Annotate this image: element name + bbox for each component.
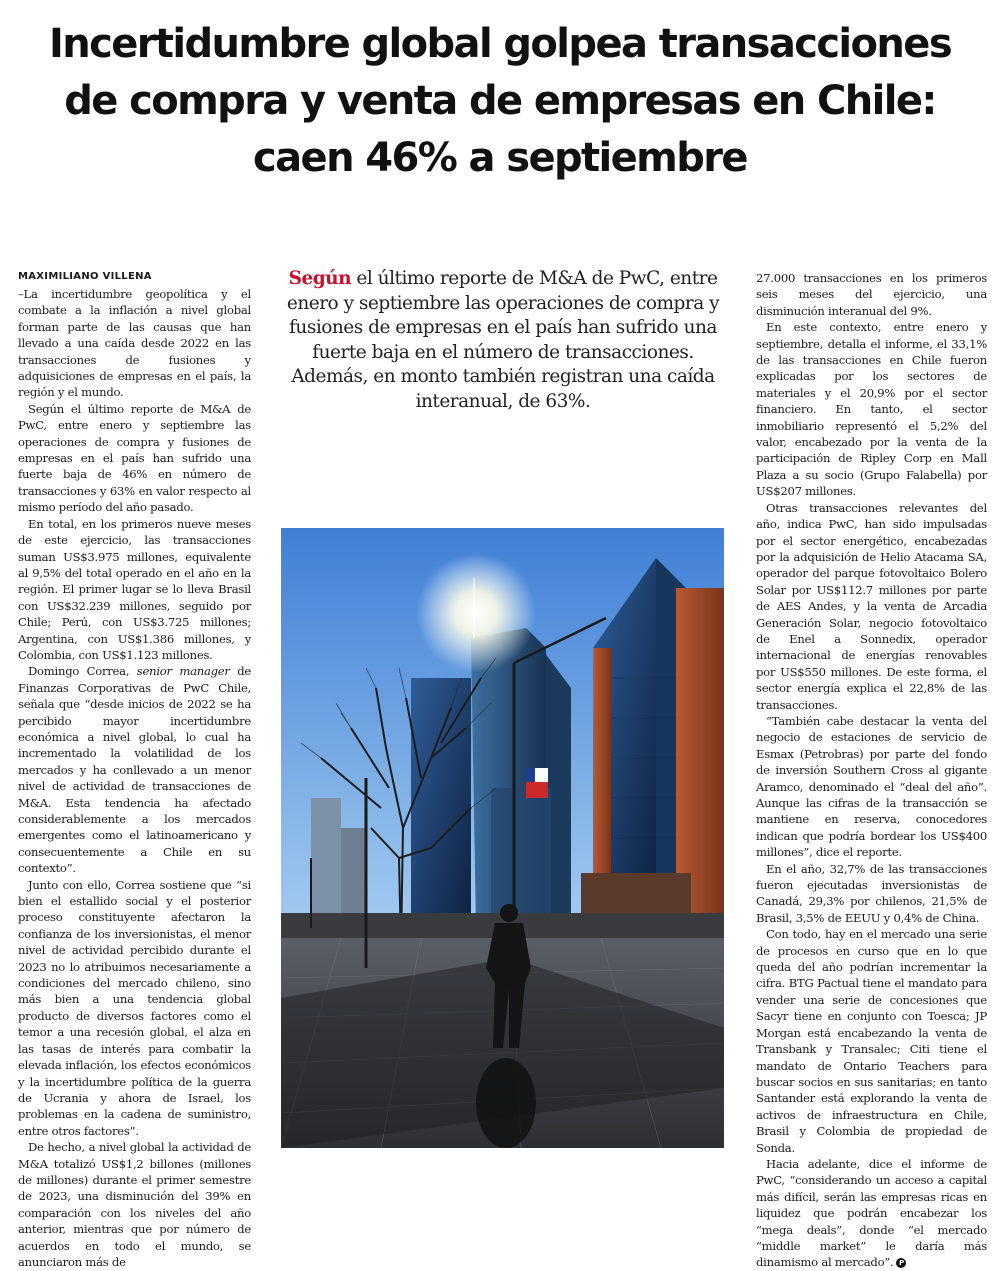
lead-paragraph (278, 267, 728, 414)
headline-line-2: de compra y venta de empresas en Chile: (64, 78, 936, 124)
paragraph (756, 1156, 987, 1271)
role-title: senior manager (136, 664, 230, 679)
headline-line-1: Incertidumbre global golpea transacciones (48, 21, 952, 67)
headline (20, 16, 980, 187)
paragraph (18, 663, 251, 876)
lead-text: el último reporte de M&A de PwC, entre enero y septiembre las operaciones de compra y fusiones de empresas en el país han sufrido una fuerte baja en el número de transacciones. Además, en monto también registran una caída interanual, de 63%. (286, 268, 720, 412)
paragraph: De hecho, a nivel global la actividad de M&A totalizó US$1,2 billones (millones de millones) durante el primer semestre de 2023, una disminución del 39% en comparación con los niveles del año anterior, mientras que por número de acuerdos en todo el mundo, se anunciaron más de (18, 1140, 251, 1269)
paragraph: 27.000 transacciones en los primeros seis meses del ejercicio, una disminución interanual del 9%. (756, 271, 987, 318)
paragraph-text: Hacia adelante, dice el informe de PwC, “considerando un acceso a capital más difícil, serán las empresas ricas en liquidez que podrán encabezar los “mega deals”, donde “el mercado “middle market” le daría más dinamismo al mercado”. (756, 1156, 987, 1270)
paragraph: “También cabe destacar la venta del negocio de estaciones de servicio de Esmax (Petrobras) por parte del fondo de inversión Southern Cross al gigante Aramco, denominado el “deal del año”. Aunque las cifras de la transacción se mantiene en reserva, conocedores indican que podría bordear los US$400 millones”, dice el reporte. (756, 713, 987, 860)
paragraph: Con todo, hay en el mercado una serie de procesos en curso que en lo que queda del año podrían incrementar la cifra. BTG Pactual tiene el mandato para vender una serie de concesiones que Sacyr tiene en conjunto con Toesca; JP Morgan está encabezando la venta de Transbank y Transalec; Citi tiene el mandato de Ontario Teachers para buscar socios en sus sanitarias; en tanto Santander está explorando la venta de activos de infraestructura en Chile, Brasil y Colombia de propiedad de Sonda. (756, 927, 987, 1155)
article-column-left (18, 270, 251, 1270)
paragraph: En este contexto, entre enero y septiembre, detalla el informe, el 33,1% de las transacciones en Chile fueron explicadas por los sectores de materiales y el 20,9% por el sector financiero. En tanto, el sector inmobiliario representó el 5,2% del valor, encabezado por la venta de la participación de Ripley Corp en Mall Plaza a su socio (Grupo Falabella) por US$207 millones. (756, 320, 987, 499)
end-mark-icon: P (896, 1258, 906, 1268)
article-photo (281, 528, 724, 1148)
paragraph: Según el último reporte de M&A de PwC, entre enero y septiembre las operaciones de compra y fusiones de empresas en el país han sufrido una fuerte baja de 46% en número de transacciones y 63% en valor respecto al mismo período del año pasado. (18, 401, 251, 515)
paragraph: –La incertidumbre geopolítica y el combate a la inflación a nivel global forman parte de las causas que han llevado a una caída desde 2022 en las transacciones de fusiones y adquisiciones de empresas en el país, la región y el mundo. (18, 287, 251, 400)
paragraph: En el año, 32,7% de las transacciones fueron ejecutadas inversionistas de Canadá, 29,3% por chilenos, 21,5% de Brasil, 3,5% de EEUU y 0,4% de China. (756, 861, 987, 925)
lead-first-word: Según (288, 268, 352, 289)
city-street-photo-icon (281, 528, 724, 1148)
headline-line-3: caen 46% a septiembre (253, 135, 747, 181)
paragraph: Otras transacciones relevantes del año, indica PwC, han sido impulsadas por el sector energético, encabezadas por la adquisición de Helio Atacama SA, operador del parque fotovoltaico Bolero Solar por US$112.7 millones por parte de AES Andes, y la venta de Arcadia Generación Solar, negocio fotovoltaico de Enel a Sonnedix, operador internacional de energías renovables por US$550 millones. De este forma, el sector energía explica el 22,8% de las transacciones. (756, 500, 987, 712)
paragraph: En total, en los primeros nueve meses de este ejercicio, las transacciones suman US$3.975 millones, equivalente al 9,5% del total operado en el año en la región. El primer lugar se lo lleva Brasil con US$32.239 millones, seguido por Chile; Perú, con US$3.725 millones; Argentina, con US$1.386 millones, y Colombia, con US$1.123 millones. (18, 516, 251, 662)
paragraph-text: Domingo Correa, (28, 664, 137, 679)
byline: MAXIMILIANO VILLENA (18, 271, 152, 282)
article-column-right (756, 270, 987, 1271)
paragraph-text: de Finanzas Corporativas de PwC Chile, señala que “desde inicios de 2022 se ha percibido mayor incertidumbre económica a nivel global, lo cual ha incrementado la volatilidad de los mercados y ha conllevado a un menor nivel de actividad de transacciones de M&A. Esta tendencia ha afectado considerablemente a los mercados emergentes como el latinoamericano y consecuentemente a Chile en su contexto”. (18, 664, 251, 876)
paragraph: Junto con ello, Correa sostiene que “si bien el estallido social y el posterior proceso constituyente afectaron la confianza de los inversionistas, el menor nivel de actividad percibido durante el 2023 no lo atribuimos necesariamente a condiciones del mercado chileno, sino más bien a una tendencia global producto de diversos factores como el temor a una recesión global, el alza en las tasas de interés para combatir la elevada inflación, los efectos económicos y la incertidumbre política de la guerra de Ucrania y ahora de Israel, los problemas en la cadena de suministro, entre otros factores”. (18, 877, 251, 1138)
